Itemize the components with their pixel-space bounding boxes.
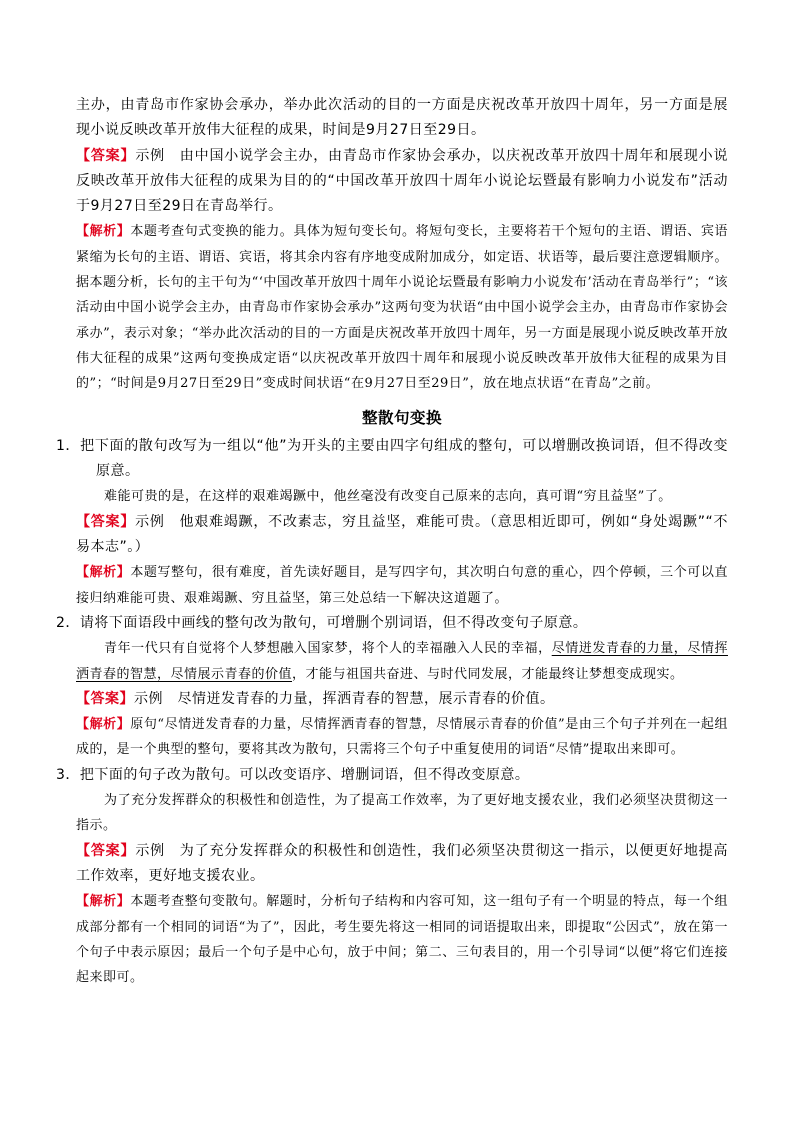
answer-label: 【答案】 [76,690,134,707]
q2-analysis [76,712,728,763]
q1-material [76,484,728,509]
q2-number: 2． [56,614,80,631]
q3-prompt-text: 把下面的句子改为散句。可以改变语序、增删词语，但不得改变原意。 [79,766,530,783]
analysis-label: 【解析】 [76,565,131,581]
block0-answer-text: 示例 由中国小说学会主办，由青岛市作家协会承办，以庆祝改革开放四十周年和展现小说反映改革开放伟大征程的成果为目的的“中国改革开放四十周年小说论坛暨最有影响力小说发布”活动于9月27日至29日在青岛举行。 [76,147,729,215]
q2-material-post: ，才能与祖国共奋进、与时代同发展，才能最终让梦想变成现实。 [292,666,684,682]
q1-answer-text: 示例 他艰难竭蹶，不改素志，穷且益坚，难能可贵。（意思相近即可，例如“身处竭蹶”“不易本志”。） [76,513,729,556]
q2-answer-text: 示例 尽情迸发青春的力量，挥洒青春的智慧，展示青春的价值。 [134,690,555,707]
analysis-label: 【解析】 [76,717,131,733]
q3-number: 3． [56,766,80,783]
answer-label: 【答案】 [76,842,136,859]
q3-analysis [76,889,728,990]
block0-analysis [76,219,728,396]
q3-answer [76,839,728,890]
intro-text: 主办，由青岛市作家协会承办，举办此次活动的目的一方面是庆祝改革开放四十周年，另一方面是展现小说反映改革开放伟大征程的成果，时间是9月27日至29日。 [76,97,728,139]
q3-analysis-text: 本题考查整句变散句。解题时，分析句子结构和内容可知，这一组句子有一个明显的特点，每一个组成部分都有一个相同的词语“为了”，因此，考生要先将这一相同的词语提取出来，即提取“公因式”，放在第一个句子中表示原因；最后一个句子是中心句，放于中间；第二、三句表目的，用一个引导词“以便”将它们连接起来即可。 [76,894,728,986]
q1-prompt [56,434,728,485]
answer-label: 【答案】 [76,147,136,164]
q3-answer-text: 示例 为了充分发挥群众的积极性和创造性，我们必须坚决贯彻这一指示，以便更好地提高工作效率，更好地支援农业。 [76,842,729,884]
q2-material-underlined: 尽情迸发青春的力量，尽情挥洒青春的智慧，尽情展示青春的价值 [76,641,728,682]
q2-prompt-text: 请将下面语段中画线的整句改为散句，可增删个别词语，但不得改变句子原意。 [79,614,588,631]
q1-number: 1． [56,437,80,454]
q2-prompt [56,611,728,636]
q2-answer [76,687,728,712]
analysis-label: 【解析】 [76,224,131,240]
analysis-label: 【解析】 [76,894,131,910]
q3-prompt [56,763,728,788]
block0-analysis-text: 本题考查句式变换的能力。具体为短句变长句。将短句变长，主要将若干个短句的主语、谓语、宾语紧缩为长句的主语、谓语、宾语，将其余内容有序地变成附加成分，如定语、状语等，最后要注意逻辑顺序。据本题分析，长句的主干句为“‘中国改革开放四十周年小说论坛暨最有影响力小说发布’活动在青岛举行”；“该活动由中国小说学会主办，由青岛市作家协会承办”这两句变为状语“由中国小说学会主办，由青岛市作家协会承办”，表示对象；“举办此次活动的目的一方面是庆祝改革开放四十周年，另一方面是展现小说反映改革开放伟大征程的成果”这两句变换成定语“以庆祝改革开放四十周年和展现小说反映改革开放伟大征程的成果为目的”；“时间是9月27日至29日”变成时间状语“在9月27日至29日”，放在地点状语“在青岛”之前。 [76,224,728,392]
intro-paragraph [76,93,728,144]
q2-material [76,636,728,687]
q3-material-text: 为了充分发挥群众的积极性和创造性，为了提高工作效率，为了更好地支援农业，我们必须坚决贯彻这一指示。 [76,793,728,834]
q2-material-pre: 青年一代只有自觉将个人梦想融入国家梦，将个人的幸福融入人民的幸福， [104,641,552,657]
q1-analysis [76,560,728,611]
q1-material-text: 难能可贵的是，在这样的艰难竭蹶中，他丝毫没有改变自己原来的志向，真可谓“穷且益坚”了。 [104,489,672,505]
answer-label: 【答案】 [76,513,136,530]
q2-analysis-text: 原句“尽情迸发青春的力量，尽情挥洒青春的智慧，尽情展示青春的价值”是由三个句子并列在一起组成的，是一个典型的整句，要将其改为散句，只需将三个句子中重复使用的词语“尽情”提取出来即可。 [76,717,728,758]
q1-prompt-text: 把下面的散句改写为一组以“他”为开头的主要由四字句组成的整句，可以增删改换词语，但不得改变原意。 [79,437,728,480]
block0-answer [76,144,728,220]
q3-material [76,788,728,839]
section-title: 整散句变换 [361,408,442,427]
document-page [56,93,729,990]
q1-answer [76,510,728,561]
q1-analysis-text: 本题写整句，很有难度，首先读好题目，是写四字句，其次明白句意的重心，四个停顿，三个可以直接归纳难能可贵、艰难竭蹶、穷且益坚，第三处总结一下解决这道题了。 [76,565,728,606]
